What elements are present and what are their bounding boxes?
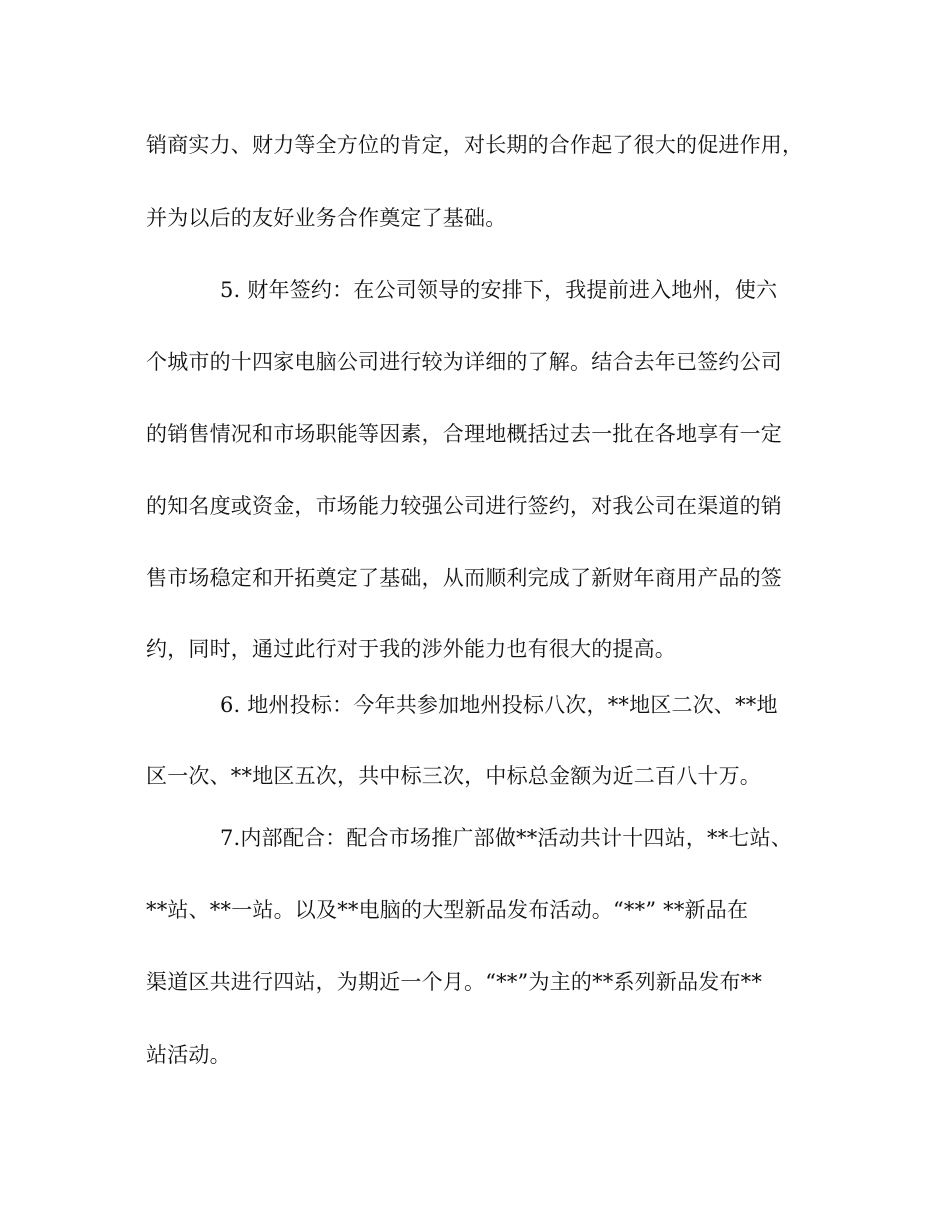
paragraph-7-start: 7.内部配合：配合市场推广部做**活动共计十四站，**七站、 [220,826,793,850]
text-line-8: 约，同时，通过此行对于我的涉外能力也有很大的提高。 [146,637,676,661]
text-line-14: 站活动。 [146,1043,231,1067]
text-line-7: 售市场稳定和开拓奠定了基础，从而顺利完成了新财年商用产品的签 [146,566,782,590]
paragraph-6-start: 6. 地州投标：今年共参加地州投标八次，**地区二次、**地 [220,693,778,717]
text-line-6: 的知名度或资金，市场能力较强公司进行签约，对我公司在渠道的销 [146,494,782,518]
text-line-2: 并为以后的友好业务合作奠定了基础。 [146,206,507,230]
text-line-5: 的销售情况和市场职能等因素，合理地概括过去一批在各地享有一定 [146,422,782,446]
paragraph-5-start: 5. 财年签约：在公司领导的安排下，我提前进入地州，使六 [220,278,778,302]
text-line-13: 渠道区共进行四站，为期近一个月。“**”为主的**系列新品发布** [146,970,763,994]
text-line-12: **站、**一站。以及**电脑的大型新品发布活动。“**” **新品在 [146,898,749,922]
text-line-1: 销商实力、财力等全方位的肯定，对长期的合作起了很大的促进作用， [146,133,804,157]
text-line-10: 区一次、**地区五次，共中标三次，中标总金额为近二百八十万。 [146,764,761,788]
text-line-4: 个城市的十四家电脑公司进行较为详细的了解。结合去年已签约公司 [146,350,782,374]
